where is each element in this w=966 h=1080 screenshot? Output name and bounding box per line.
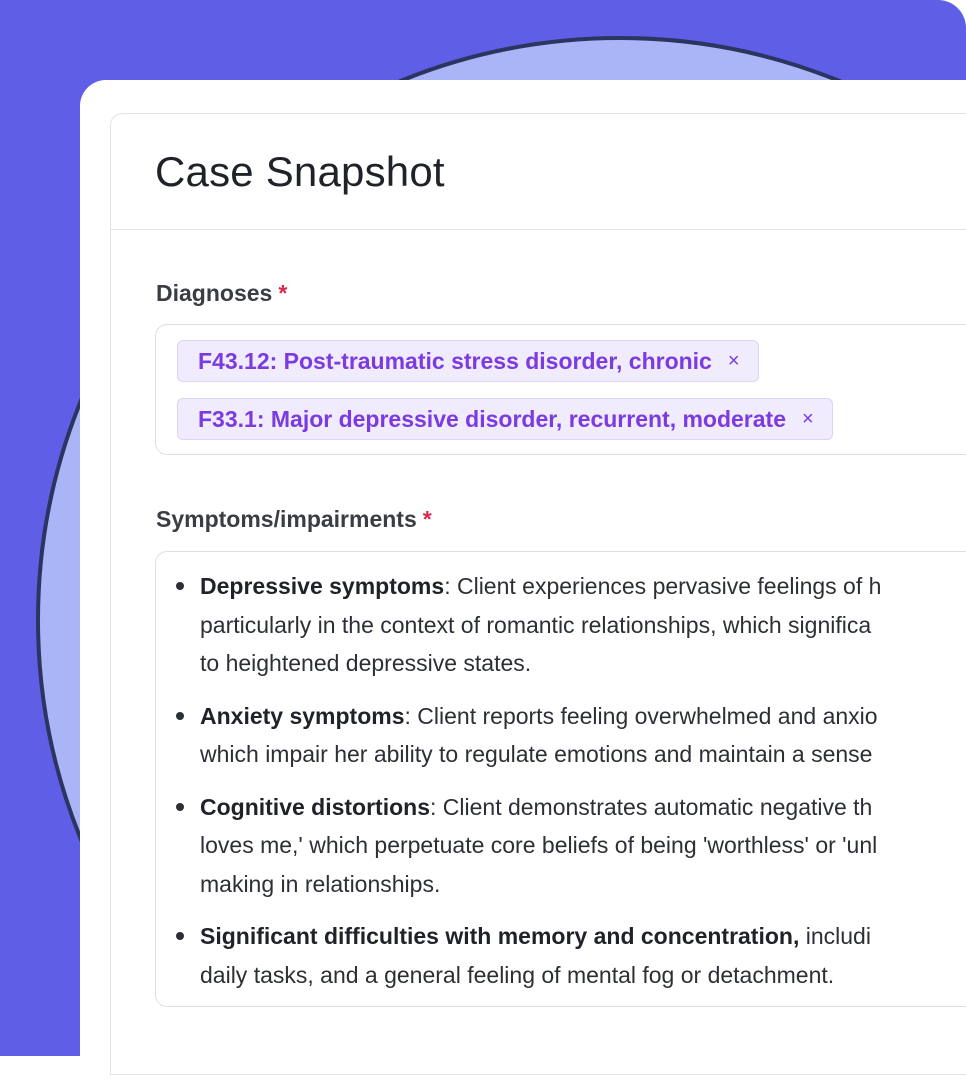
symptom-title: Depressive symptoms bbox=[200, 573, 445, 599]
diagnosis-chip bbox=[177, 398, 833, 440]
list-item-line: loves me,' which perpetuate core beliefs of being 'worthless' or 'unl bbox=[200, 832, 878, 858]
list-item-line: daily tasks, and a general feeling of mental fog or detachment. bbox=[200, 961, 835, 988]
symptoms-label bbox=[156, 506, 432, 533]
diagnosis-chip-label: F33.1: Major depressive disorder, recurrent, moderate bbox=[198, 405, 787, 432]
symptom-text: includi bbox=[799, 923, 871, 949]
symptoms-label-text: Symptoms/impairments bbox=[156, 506, 417, 532]
required-indicator: * bbox=[278, 280, 288, 306]
list-item bbox=[156, 567, 966, 683]
symptoms-textarea[interactable] bbox=[155, 551, 966, 1007]
list-item-line: to heightened depressive states. bbox=[200, 650, 532, 676]
list-item-line: which impair her ability to regulate emotions and maintain a sense bbox=[200, 741, 873, 767]
list-item-line bbox=[200, 788, 966, 827]
card-header bbox=[111, 114, 966, 230]
remove-chip-icon[interactable]: × bbox=[802, 407, 814, 430]
list-item bbox=[156, 697, 966, 774]
bullet-icon bbox=[176, 932, 184, 940]
symptom-text: : Client demonstrates automatic negative th bbox=[430, 793, 873, 820]
page-title: Case Snapshot bbox=[155, 148, 445, 195]
app-window bbox=[80, 80, 966, 1080]
list-item-line bbox=[200, 697, 966, 736]
diagnoses-label-text: Diagnoses bbox=[156, 280, 273, 306]
list-item-line: particularly in the context of romantic relationships, which significa bbox=[200, 611, 872, 638]
symptoms-list bbox=[156, 567, 966, 1007]
bullet-icon bbox=[176, 582, 184, 590]
required-indicator: * bbox=[422, 506, 432, 532]
symptom-text: : Client experiences pervasive feelings of h bbox=[444, 573, 882, 599]
diagnosis-chip bbox=[177, 340, 759, 382]
remove-chip-icon[interactable]: × bbox=[727, 349, 740, 372]
diagnoses-label bbox=[156, 280, 287, 307]
list-item-line bbox=[200, 567, 966, 606]
case-snapshot-card bbox=[110, 113, 966, 1075]
bullet-icon bbox=[176, 803, 184, 811]
diagnoses-input[interactable] bbox=[155, 324, 966, 455]
list-item bbox=[156, 917, 966, 994]
symptom-text: : Client reports feeling overwhelmed and anxio bbox=[404, 702, 878, 729]
symptom-title: Significant difficulties with memory and concentration, bbox=[200, 923, 800, 949]
symptom-title: Anxiety symptoms bbox=[200, 702, 405, 729]
symptom-title: Cognitive distortions bbox=[200, 793, 430, 820]
list-item-line: making in relationships. bbox=[200, 870, 441, 897]
bullet-icon bbox=[176, 712, 184, 720]
list-item bbox=[156, 788, 966, 904]
diagnosis-chip-label: F43.12: Post-traumatic stress disorder, chronic bbox=[198, 347, 712, 374]
list-item-line bbox=[200, 917, 966, 956]
